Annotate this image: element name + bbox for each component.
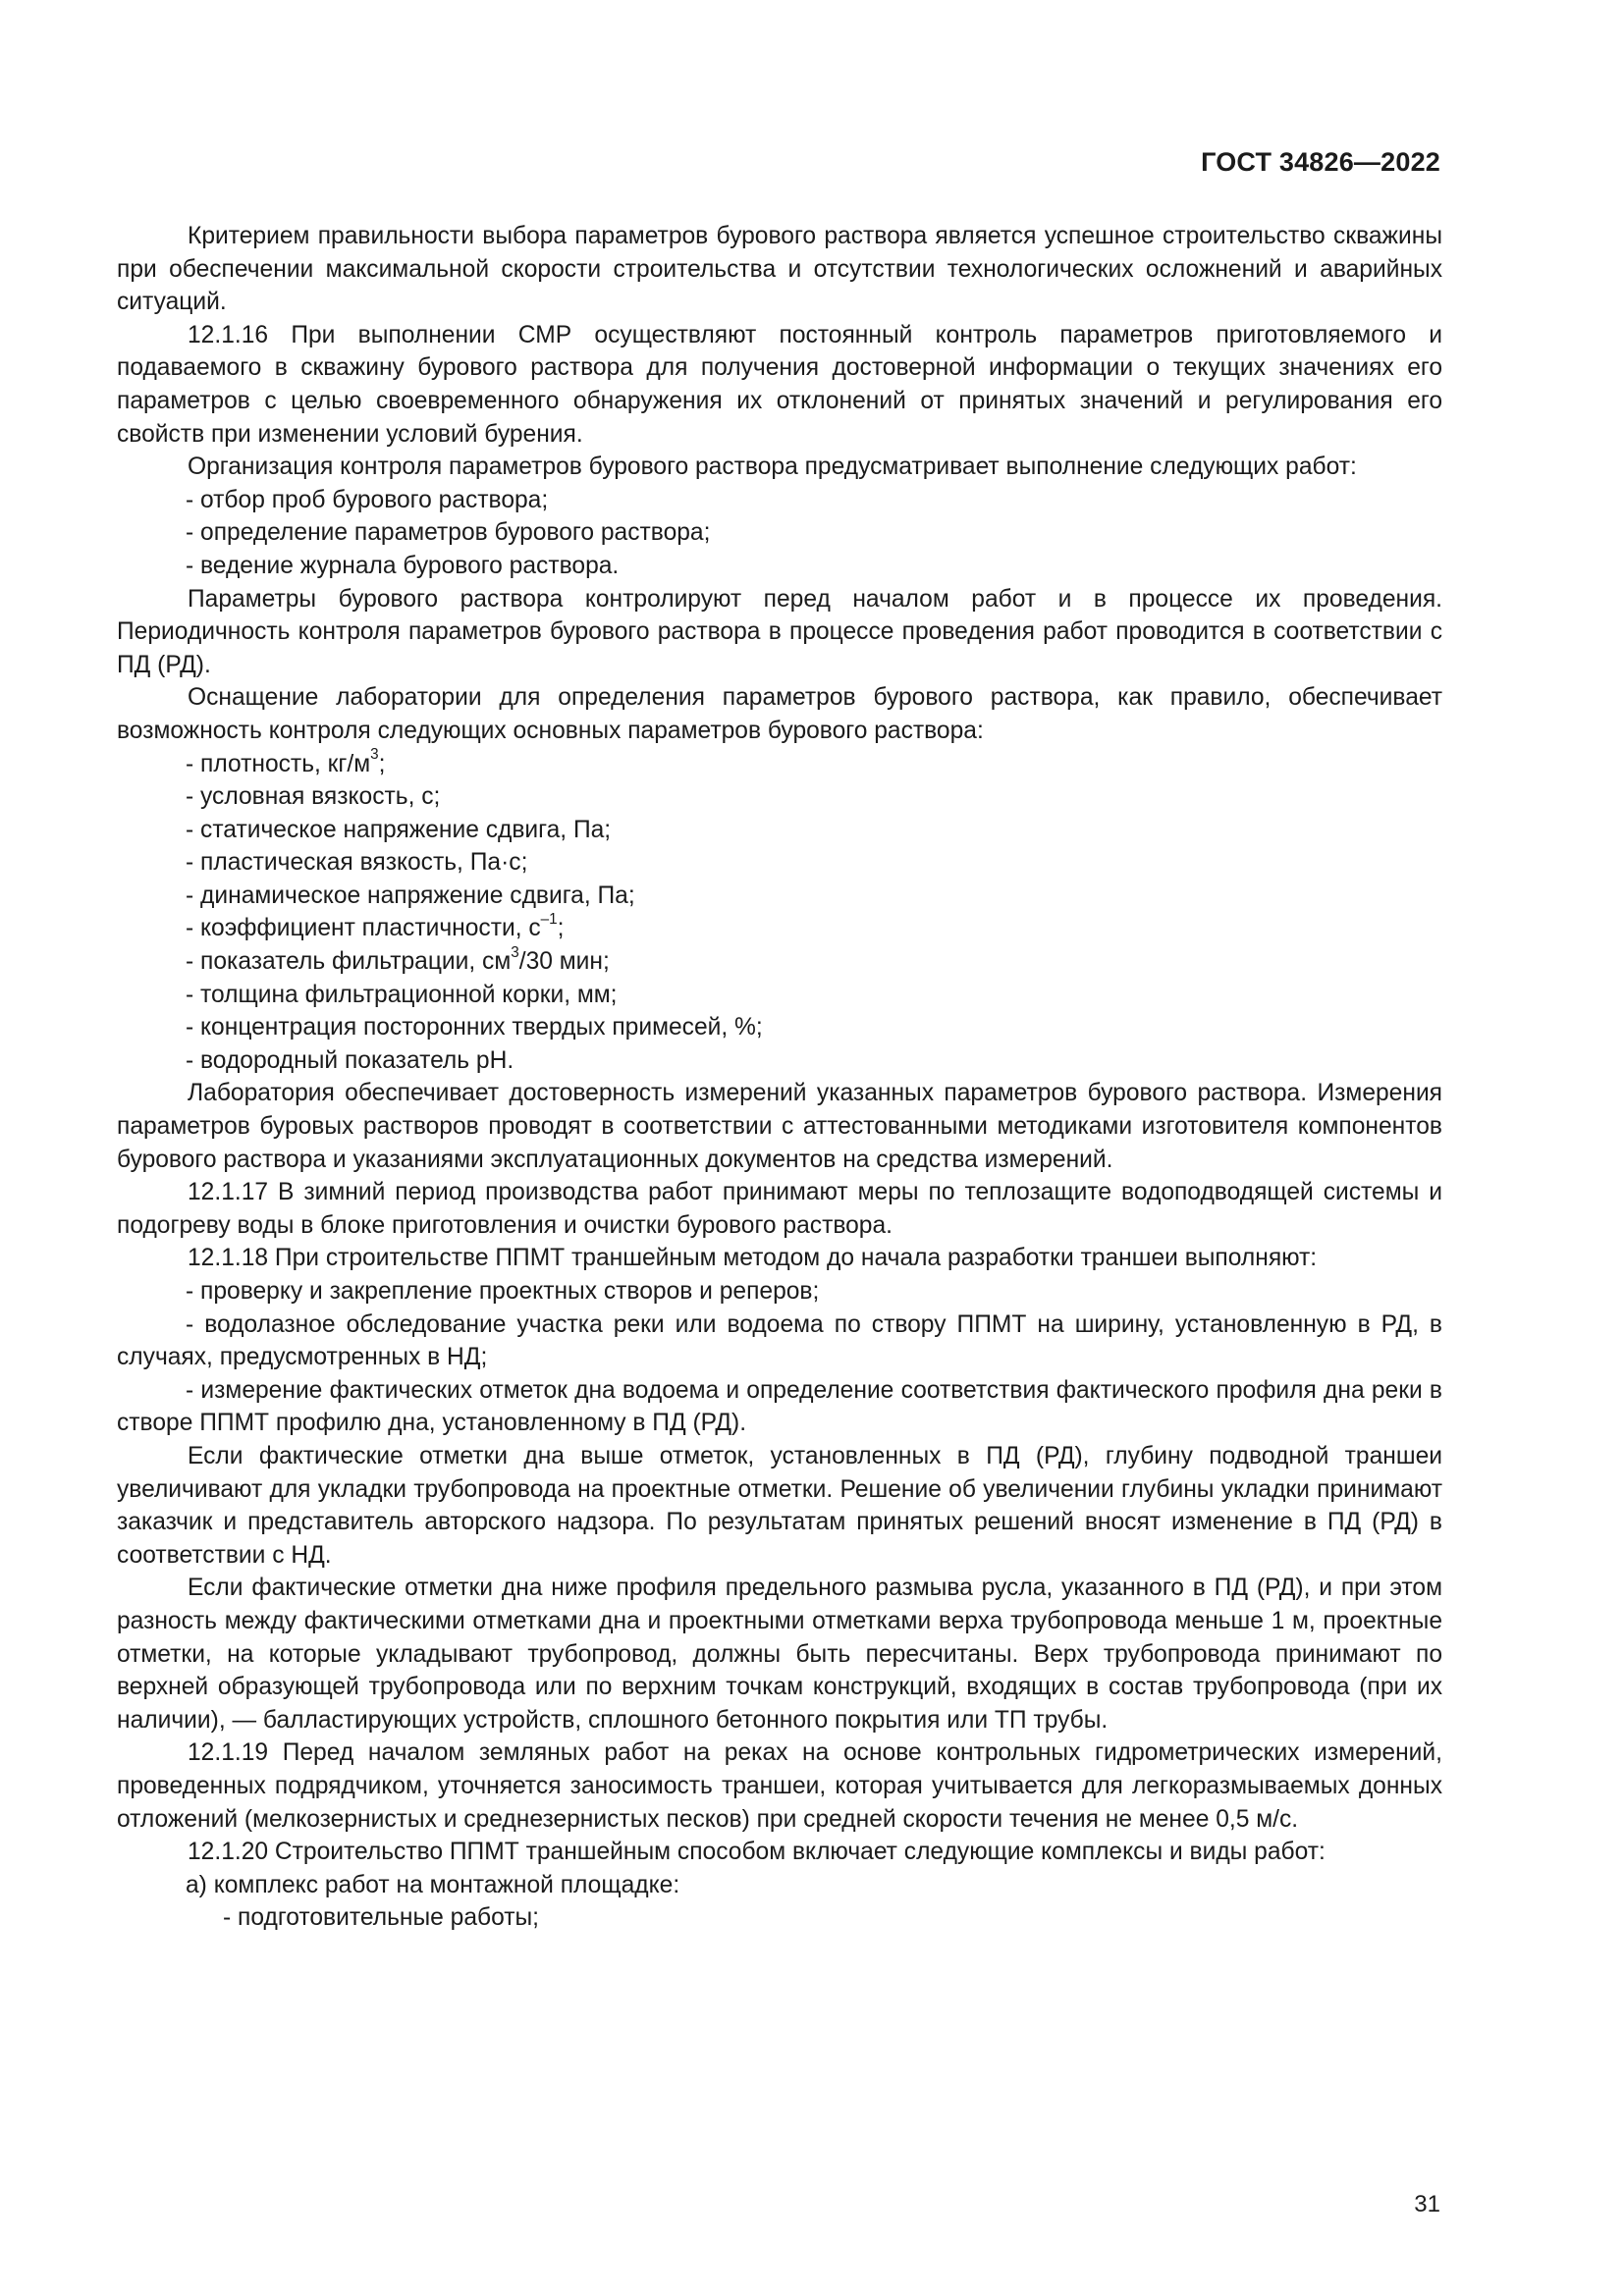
paragraph: Организация контроля параметров бурового раствора предусматривает выполнение следующих работ:: [188, 454, 1357, 481]
list-item-a: а) комплекс работ на монтажной площадке:: [186, 1871, 680, 1898]
list-item-plasticity: - коэффициент пластичности, $с^{-1}$;: [186, 911, 565, 942]
list-item: - отбор проб бурового раствора;: [186, 486, 549, 513]
clause-12-1-18: 12.1.18 При строительстве ППМТ траншейным методом до начала разработки траншеи выполняют:: [188, 1245, 1318, 1272]
list-item: - водолазное обследование участка реки или водоема по створу ППМТ на ширину, установленную в РД, в случаях, предусмотренных в НД;: [117, 1310, 1442, 1371]
clause-12-1-17: 12.1.17 В зимний период производства работ принимают меры по теплозащите водоподводящей системы и подогреву воды в блоке приготовления и очистки бурового раствора.: [117, 1179, 1442, 1239]
paragraph: Лаборатория обеспечивает достоверность измерений указанных параметров бурового раствора. Измерения параметров буровых растворов проводят в соответствии с аттестованными методиками изготовителя компонентов бурового раствора и указаниями эксплуатационных документов на средства измерений.: [117, 1080, 1442, 1173]
list-item-filtration: - показатель фильтрации, $см^3/30$ мин;: [186, 943, 610, 976]
list-item: - условная вязкость, с;: [186, 783, 441, 811]
list-item: - проверку и закрепление проектных створов и реперов;: [186, 1278, 820, 1305]
list-item: - водородный показатель рН.: [186, 1046, 514, 1074]
clause-12-1-16: 12.1.16 При выполнении СМР осуществляют постоянный контроль параметров приготовляемого и подаваемого в скважину бурового раствора для получения достоверной информации о текущих значениях его параметров с целью своевременного обнаружения их отклонений от принятых значений и регулирования его свойств при изменении условий бурения.: [117, 321, 1442, 448]
paragraph: Если фактические отметки дна выше отметок, установленных в ПД (РД), глубину подводной траншеи увеличивают для укладки трубопровода на проектные отметки. Решение об увеличении глубины укладки принимают заказчик и представитель авторского надзора. По результатам принятых решений вносят изменение в ПД (РД) в соответствии с НД.: [117, 1442, 1442, 1569]
paragraph: Оснащение лаборатории для определения параметров бурового раствора, как правило, обеспечивает возможность контроля следующих основных параметров бурового раствора:: [117, 684, 1442, 744]
list-item: - пластическая вязкость, Па·с;: [186, 849, 528, 877]
list-item: - толщина фильтрационной корки, мм;: [186, 981, 618, 1008]
list-item: - динамическое напряжение сдвига, Па;: [186, 881, 635, 909]
list-item-density: - плотность, $кг/м^3$;: [186, 746, 386, 777]
clause-12-1-19: 12.1.19 Перед началом земляных работ на реках на основе контрольных гидрометрических измерений, проведенных подрядчиком, уточняется заносимость траншеи, которая учитывается для легкоразмываемых донных отложений (мелкозернистых и среднезернистых песков) при средней скорости течения не менее 0,5 м/с.: [117, 1739, 1442, 1833]
list-item: - определение параметров бурового раствора;: [186, 519, 711, 547]
paragraph: Критерием правильности выбора параметров бурового раствора является успешное строительство скважины при обеспечении максимальной скорости строительства и отсутствии технологических осложнений и аварийных ситуаций.: [117, 223, 1442, 316]
paragraph: Если фактические отметки дна ниже профиля предельного размыва русла, указанного в ПД (РД), и при этом разность между фактическими отметками дна и проектными отметками верха трубопровода меньше 1 м, проектные отметки, на которые укладывают трубопровод, должны быть пересчитаны. Верх трубопровода принимают по верхней образующей трубопровода или по верхним точкам конструкций, входящих в состав трубопровода (при их наличии), — балластирующих устройств, сплошного бетонного покрытия или ТП трубы.: [117, 1575, 1442, 1734]
list-item: - статическое напряжение сдвига, Па;: [186, 816, 612, 843]
list-item: - ведение журнала бурового раствора.: [186, 552, 620, 579]
paragraph: Параметры бурового раствора контролируют перед началом работ и в процессе их проведения. Периодичность контроля параметров бурового раствора в процессе проведения работ проводится в соответствии с ПД (РД).: [117, 585, 1442, 678]
list-item: - измерение фактических отметок дна водоема и определение соответствия фактического профиля дна реки в створе ППМТ профилю дна, установленному в ПД (РД).: [117, 1376, 1442, 1437]
document-code: ГОСТ 34826—2022: [1201, 147, 1440, 177]
list-item: - подготовительные работы;: [223, 1904, 539, 1932]
page-number: 31: [1414, 2191, 1440, 2217]
document-body: [117, 220, 1442, 1935]
clause-12-1-20: 12.1.20 Строительство ППМТ траншейным способом включает следующие комплексы и виды работ:: [188, 1839, 1326, 1866]
list-item: - концентрация посторонних твердых примесей, %;: [186, 1014, 763, 1041]
